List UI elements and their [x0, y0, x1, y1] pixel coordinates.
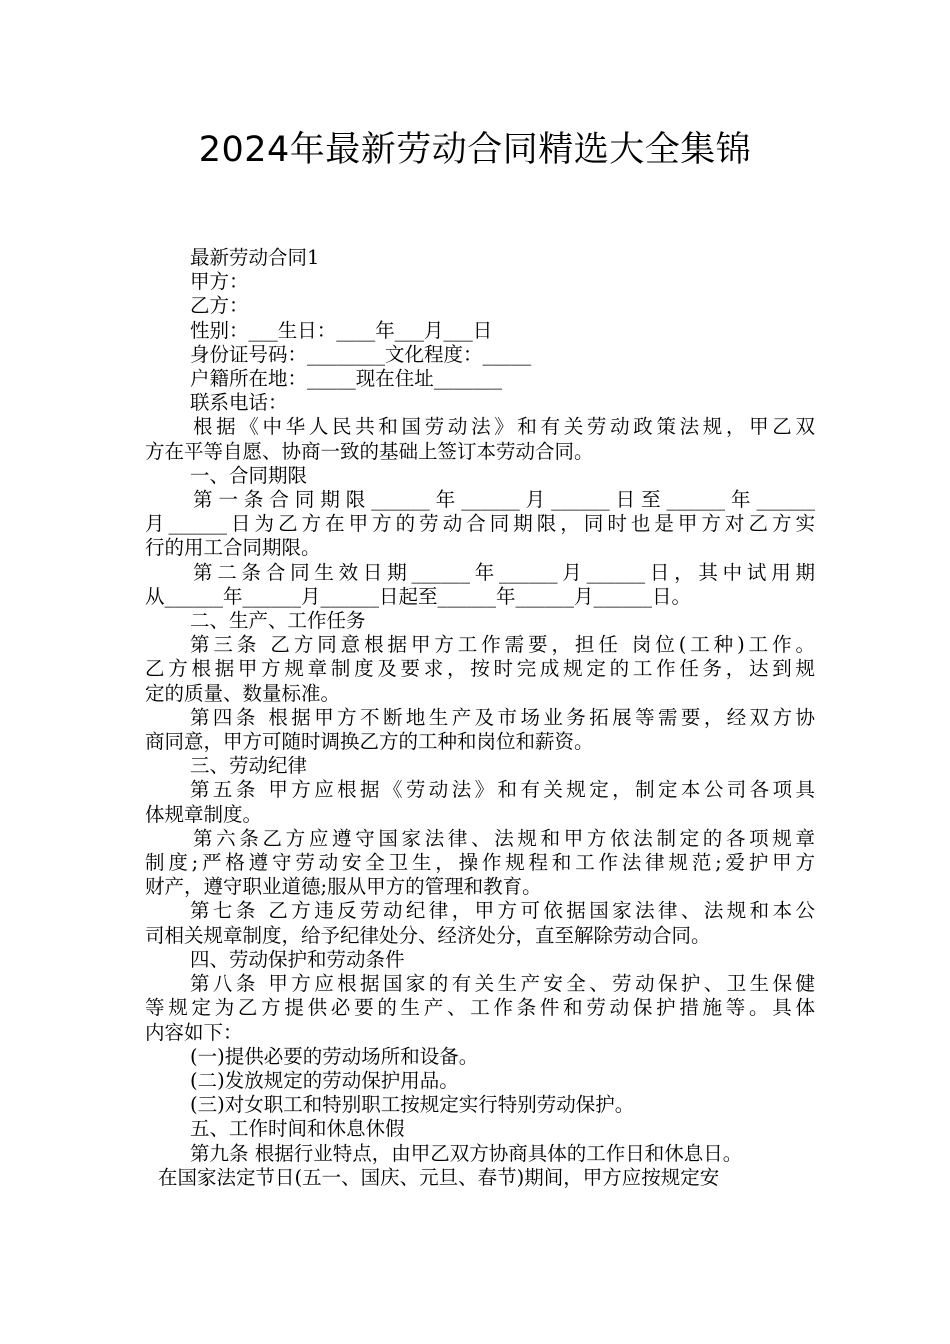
field-party-b: 乙方： — [190, 294, 249, 318]
field-party-a: 甲方： — [190, 270, 249, 294]
paragraph-line: 等规定为乙方提供必要的生产、工作条件和劳动保护措施等。具体 — [145, 996, 815, 1020]
paragraph-line: 在国家法定节日(五一、国庆、元旦、春节)期间，甲方应按规定安 — [158, 1165, 720, 1189]
section-heading: 三、劳动纪律 — [190, 754, 308, 778]
document-body — [145, 246, 815, 1190]
paragraph-line: 乙方根据甲方规章制度及要求，按时完成规定的工作任务，达到规 — [145, 657, 815, 681]
paragraph-line: 司相关规章制度，给予纪律处分、经济处分，直至解除劳动合同。 — [145, 923, 711, 947]
section-heading: 四、劳动保护和劳动条件 — [190, 947, 405, 971]
paragraph-line: 第五条 甲方应根据《劳动法》和有关规定，制定本公司各项具 — [190, 778, 815, 802]
paragraph-line: 第九条 根据行业特点，由甲乙双方协商具体的工作日和休息日。 — [190, 1141, 743, 1165]
paragraph-line: 第二条合同生效日期______年______月______日，其中试用期 — [193, 560, 815, 584]
field-id-education: 身份证号码：________文化程度：_____ — [190, 342, 532, 366]
paragraph-line: 第六条乙方应遵守国家法律、法规和甲方依法制定的各项规章 — [193, 826, 815, 850]
paragraph-line: 第七条 乙方违反劳动纪律，甲方可依据国家法律、法规和本公 — [190, 899, 815, 923]
document-title: 2024年最新劳动合同精选大全集锦 — [198, 130, 752, 170]
field-phone: 联系电话： — [190, 391, 288, 415]
section-heading: 二、生产、工作任务 — [190, 609, 366, 633]
paragraph-line: 体规章制度。 — [145, 802, 263, 826]
field-gender-birthday: 性别：___生日：____年___月___日 — [190, 318, 493, 342]
section-heading: 最新劳动合同1 — [190, 246, 320, 269]
section-heading: 五、工作时间和休息休假 — [190, 1117, 405, 1141]
field-residence-address: 户籍所在地：_____现在住址_______ — [190, 367, 503, 391]
list-item: (二)发放规定的劳动保护用品。 — [190, 1068, 459, 1092]
paragraph-line: 财产，遵守职业道德;服从甲方的管理和教育。 — [145, 875, 542, 899]
paragraph-line: 从______年______月______日起至______年______月______日。 — [145, 584, 692, 608]
list-item: (一)提供必要的劳动场所和设备。 — [190, 1044, 479, 1068]
paragraph-line: 第三条 乙方同意根据甲方工作需要，担任 岗位(工种)工作。 — [190, 633, 815, 657]
section-heading: 一、合同期限 — [190, 463, 308, 487]
paragraph-line: 商同意，甲方可随时调换乙方的工种和岗位和薪资。 — [145, 730, 594, 754]
paragraph-line: 制度;严格遵守劳动安全卫生，操作规程和工作法律规范;爱护甲方 — [145, 851, 815, 875]
paragraph-line: 行的用工合同期限。 — [145, 536, 321, 560]
list-item: (三)对女职工和特别职工按规定实行特别劳动保护。 — [190, 1093, 635, 1117]
paragraph-line: 定的质量、数量标准。 — [145, 681, 341, 705]
paragraph-line: 第一条合同期限______年______月______日至______年______ — [193, 488, 815, 512]
paragraph-line: 第四条 根据甲方不断地生产及市场业务拓展等需要，经双方协 — [190, 705, 815, 729]
paragraph-line: 内容如下： — [145, 1020, 243, 1044]
paragraph-line: 第八条 甲方应根据国家的有关生产安全、劳动保护、卫生保健 — [190, 972, 815, 996]
paragraph-line: 方在平等自愿、协商一致的基础上签订本劳动合同。 — [145, 439, 594, 463]
paragraph-line: 根据《中华人民共和国劳动法》和有关劳动政策法规，甲乙双 — [193, 415, 815, 439]
paragraph-line: 月______日为乙方在甲方的劳动合同期限，同时也是甲方对乙方实 — [145, 512, 815, 536]
